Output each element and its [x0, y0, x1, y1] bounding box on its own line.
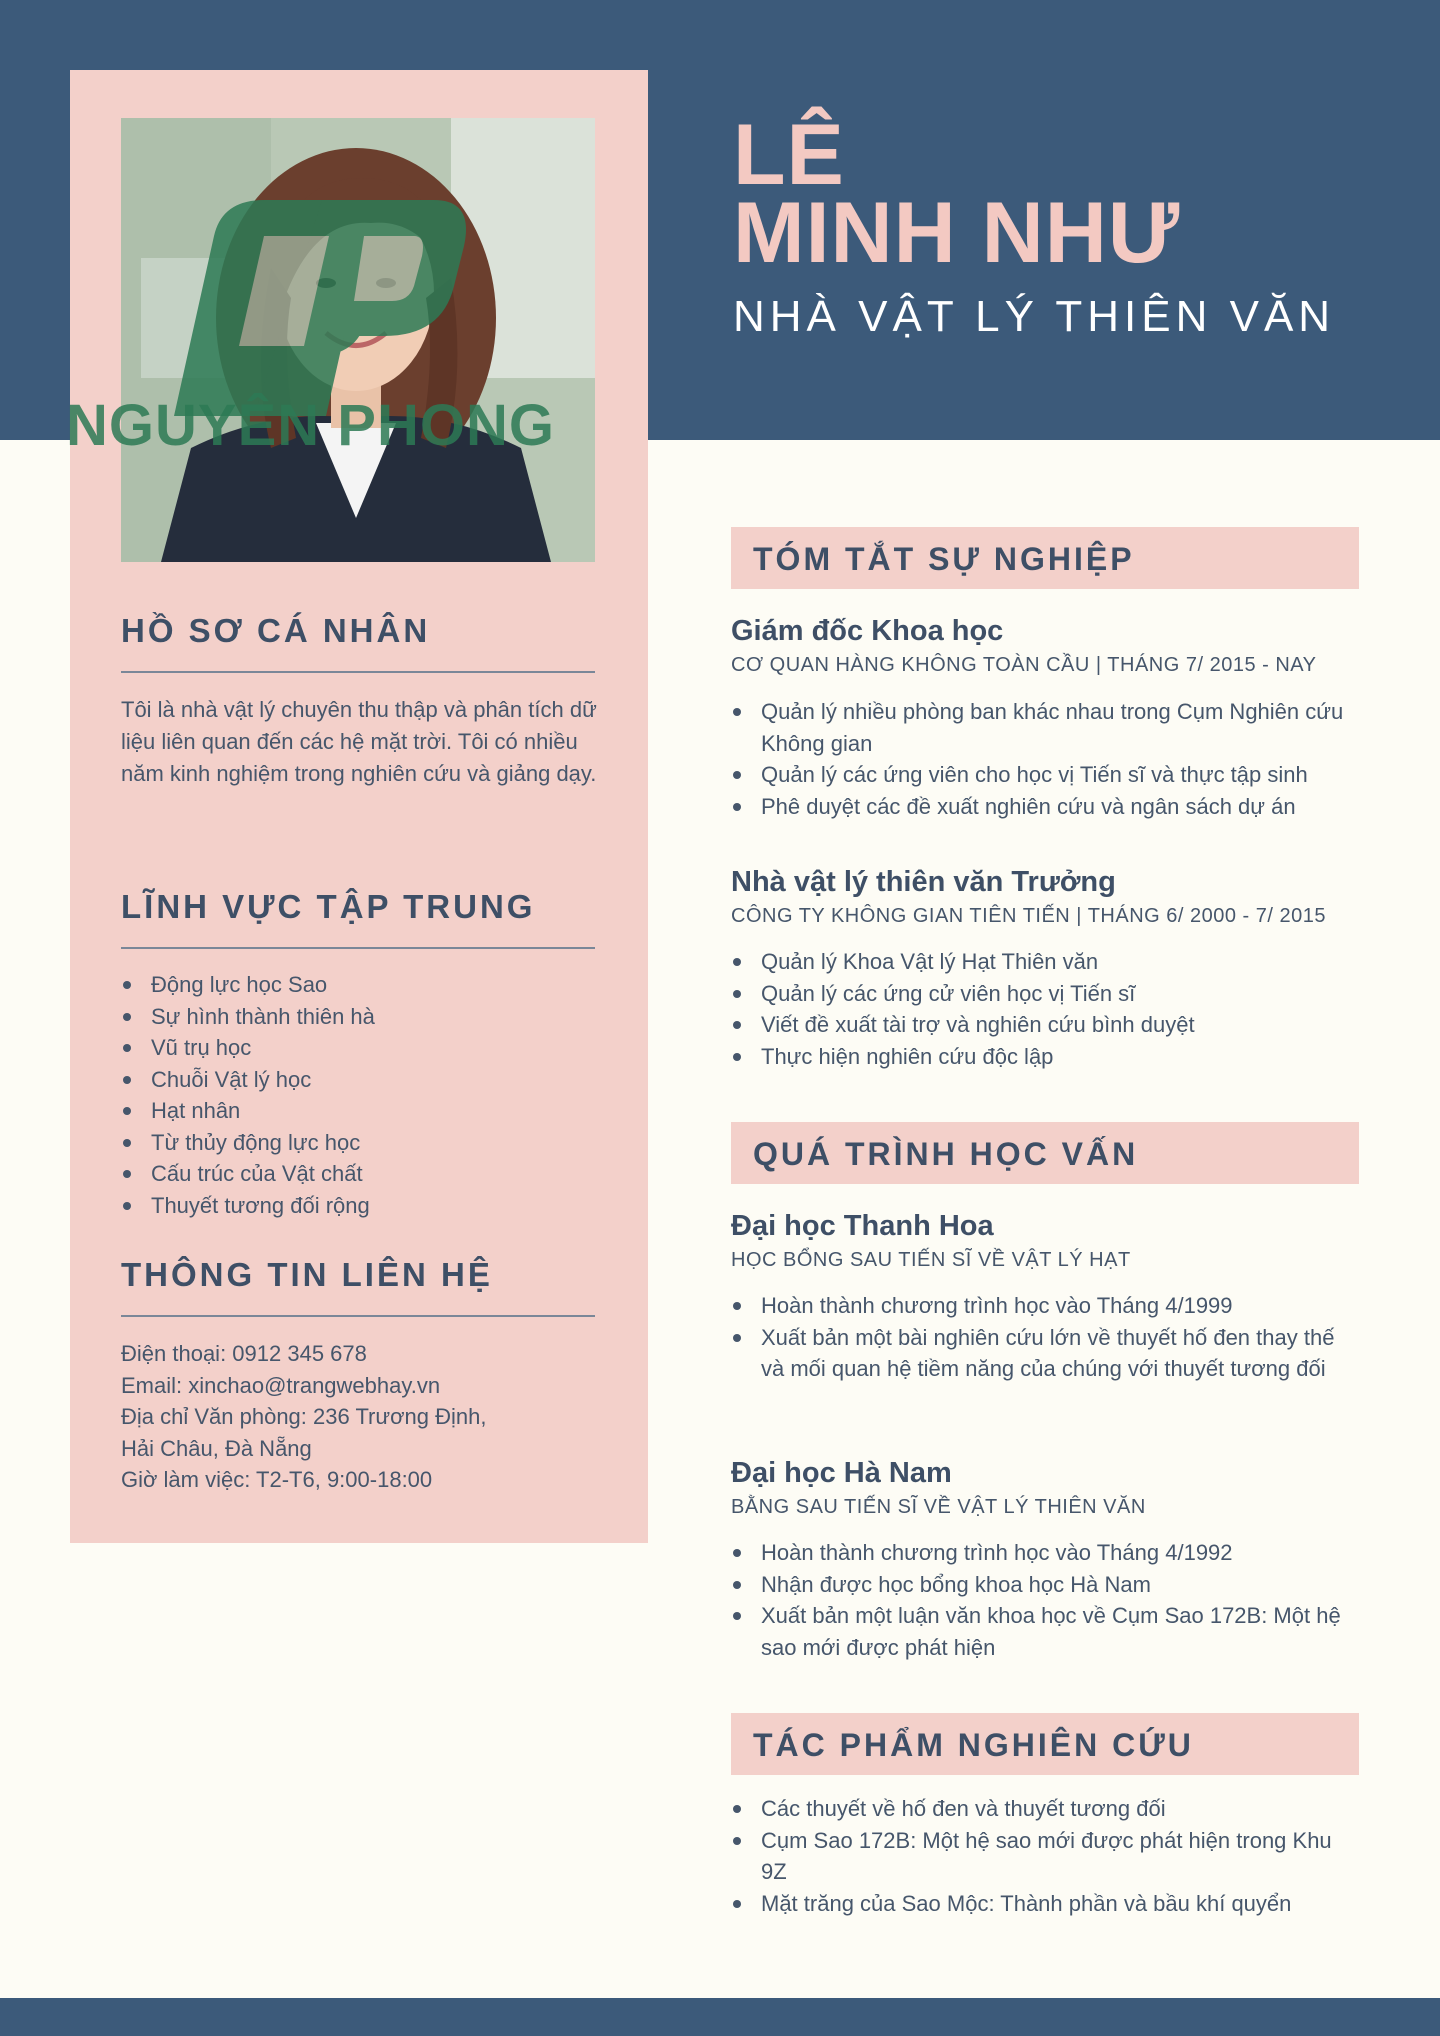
- career-heading: TÓM TẮT SỰ NGHIỆP: [753, 541, 1135, 577]
- contact-phone: Điện thoại: 0912 345 678: [121, 1341, 367, 1366]
- school-title: Đại học Hà Nam: [731, 1457, 952, 1489]
- job-subtitle: CƠ QUAN HÀNG KHÔNG TOÀN CẦU | THÁNG 7/ 2015 - NAY: [731, 654, 1317, 676]
- list-item: Xuất bản một bài nghiên cứu lớn về thuyết hố đen thay thế và mối quan hệ tiềm năng của chúng với thuyết tương đối: [731, 1322, 1351, 1385]
- focus-heading: LĨNH VỰC TẬP TRUNG: [121, 888, 536, 925]
- list-item: Phê duyệt các đề xuất nghiên cứu và ngân sách dự án: [731, 791, 1351, 823]
- job-duties-list: [731, 946, 1351, 1072]
- profile-heading: HỒ SƠ CÁ NHÂN: [121, 612, 431, 649]
- list-item: Các thuyết về hố đen và thuyết tương đối: [731, 1793, 1351, 1825]
- name-line-1: LÊ: [733, 107, 845, 203]
- contact-heading: THÔNG TIN LIÊN HỆ: [121, 1256, 493, 1293]
- contact-address-1: Địa chỉ Văn phòng: 236 Trương Định,: [121, 1404, 487, 1429]
- profile-divider: [121, 671, 595, 673]
- school-subtitle: BẰNG SAU TIẾN SĨ VỀ VẬT LÝ THIÊN VĂN: [731, 1496, 1146, 1518]
- list-item: Từ thủy động lực học: [121, 1127, 601, 1159]
- footer-band: [0, 1998, 1440, 2036]
- job-title: Giám đốc Khoa học: [731, 615, 1004, 647]
- contact-hours: Giờ làm việc: T2-T6, 9:00-18:00: [121, 1467, 433, 1492]
- list-item: Quản lý các ứng cử viên học vị Tiến sĩ: [731, 978, 1351, 1010]
- education-heading: QUÁ TRÌNH HỌC VẤN: [753, 1136, 1139, 1172]
- publications-section-header: [731, 1713, 1359, 1775]
- list-item: Thực hiện nghiên cứu độc lập: [731, 1041, 1351, 1073]
- job-duties-list: [731, 696, 1351, 822]
- list-item: Quản lý nhiều phòng ban khác nhau trong Cụm Nghiên cứu Không gian: [731, 696, 1351, 759]
- publications-list: [731, 1793, 1351, 1919]
- school-title: Đại học Thanh Hoa: [731, 1210, 994, 1242]
- focus-list: [121, 969, 601, 1221]
- list-item: Hoàn thành chương trình học vào Tháng 4/1992: [731, 1537, 1351, 1569]
- job-title: Nhà vật lý thiên văn Trưởng: [731, 866, 1116, 898]
- list-item: Vũ trụ học: [121, 1032, 601, 1064]
- list-item: Cấu trúc của Vật chất: [121, 1158, 601, 1190]
- publications-heading: TÁC PHẨM NGHIÊN CỨU: [753, 1727, 1194, 1763]
- list-item: Quản lý các ứng viên cho học vị Tiến sĩ và thực tập sinh: [731, 759, 1351, 791]
- list-item: Quản lý Khoa Vật lý Hạt Thiên văn: [731, 946, 1351, 978]
- school-achievements-list: [731, 1537, 1351, 1663]
- school-subtitle: HỌC BỔNG SAU TIẾN SĨ VỀ VẬT LÝ HẠT: [731, 1249, 1131, 1271]
- job-subtitle: CÔNG TY KHÔNG GIAN TIÊN TIẾN | THÁNG 6/ 2000 - 7/ 2015: [731, 905, 1326, 927]
- education-section-header: [731, 1122, 1359, 1184]
- contact-address-2: Hải Châu, Đà Nẵng: [121, 1435, 312, 1461]
- list-item: Cụm Sao 172B: Một hệ sao mới được phát hiện trong Khu 9Z: [731, 1825, 1351, 1888]
- list-item: Mặt trăng của Sao Mộc: Thành phần và bầu khí quyển: [731, 1888, 1351, 1920]
- focus-divider: [121, 947, 595, 949]
- list-item: Thuyết tương đối rộng: [121, 1190, 601, 1222]
- watermark-text: NGUYÊN PHONG: [66, 393, 555, 458]
- contact-divider: [121, 1315, 595, 1317]
- career-section-header: [731, 527, 1359, 589]
- school-achievements-list: [731, 1290, 1351, 1385]
- contact-email: Email: xinchao@trangwebhay.vn: [121, 1372, 441, 1398]
- job-title-header: NHÀ VẬT LÝ THIÊN VĂN: [733, 292, 1336, 341]
- list-item: Động lực học Sao: [121, 969, 601, 1001]
- profile-text: Tôi là nhà vật lý chuyên thu thập và phân tích dữ liệu liên quan đến các hệ mặt trời. Tôi có nhiều năm kinh nghiệm trong nghiên cứu và giảng dạy.: [121, 697, 597, 786]
- list-item: Sự hình thành thiên hà: [121, 1001, 601, 1033]
- list-item: Nhận được học bổng khoa học Hà Nam: [731, 1569, 1351, 1601]
- contact-block: [121, 1338, 601, 1496]
- list-item: Chuỗi Vật lý học: [121, 1064, 601, 1096]
- list-item: Xuất bản một luận văn khoa học về Cụm Sao 172B: Một hệ sao mới được phát hiện: [731, 1600, 1351, 1663]
- list-item: Hoàn thành chương trình học vào Tháng 4/1999: [731, 1290, 1351, 1322]
- name-line-2: MINH NHƯ: [733, 185, 1181, 281]
- list-item: Hạt nhân: [121, 1095, 601, 1127]
- list-item: Viết đề xuất tài trợ và nghiên cứu bình duyệt: [731, 1009, 1351, 1041]
